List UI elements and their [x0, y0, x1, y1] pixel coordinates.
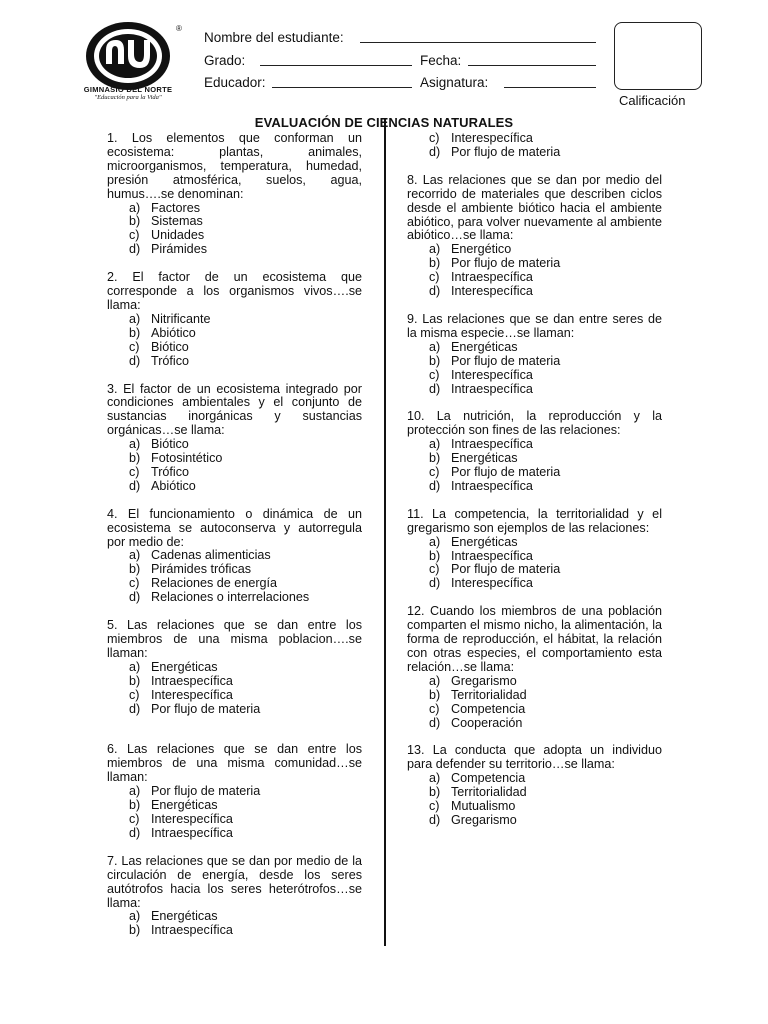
question-stem: 11. La competencia, la territorialidad y el gregarismo son ejemplos de las relaciones: [407, 506, 662, 535]
answer-option[interactable] [407, 563, 662, 577]
option-text: Pirámides [151, 242, 207, 257]
option-text: Abiótico [151, 478, 196, 493]
question-right_column-5 [407, 605, 662, 730]
option-letter: c) [129, 811, 140, 826]
option-text: Energéticas [151, 909, 218, 924]
option-letter: b) [129, 673, 141, 688]
option-letter: a) [129, 784, 141, 799]
question-stem: 10. La nutrición, la reproducción y la protección son fines de las relaciones: [407, 409, 662, 438]
option-text: Interespecífica [451, 576, 533, 591]
option-letter: b) [429, 785, 441, 800]
option-letter: a) [129, 437, 141, 452]
question-stem: 5. Las relaciones que se dan entre los miembros de una misma poblacion….se llaman: [107, 618, 362, 660]
answer-option[interactable] [407, 772, 662, 786]
header [0, 0, 768, 118]
question-left_column-4 [107, 619, 362, 716]
answer-option[interactable] [107, 675, 362, 689]
option-letter: c) [129, 228, 140, 243]
option-text: Nitrificante [151, 311, 211, 326]
answer-option[interactable] [107, 563, 362, 577]
question-stem: 7. Las relaciones que se dan por medio de la circulación de energía, desde los seres autótrofos hacia los seres heterótrofos…se llama: [107, 853, 362, 910]
column-divider [384, 118, 386, 946]
page-title: EVALUACIÓN DE CIENCIAS NATURALES [254, 115, 514, 130]
answer-option[interactable] [107, 549, 362, 563]
school-slogan: "Educación para la Vida" [94, 94, 162, 101]
option-text: Abiótico [151, 325, 196, 340]
option-letter: b) [129, 562, 141, 577]
option-letter: a) [129, 311, 141, 326]
spacer [407, 160, 662, 174]
answer-option[interactable] [107, 215, 362, 229]
option-text: Sistemas [151, 214, 203, 229]
spacer [407, 396, 662, 410]
answer-option[interactable] [107, 827, 362, 841]
answer-option[interactable] [107, 689, 362, 703]
question-left_column-6 [107, 855, 362, 938]
question-right_column-2 [407, 313, 662, 396]
spacer [107, 494, 362, 508]
option-text: Intraespecífica [451, 437, 533, 452]
option-letter: d) [129, 825, 141, 840]
option-text: Por flujo de materia [151, 784, 261, 799]
option-letter: a) [429, 771, 441, 786]
grade-field[interactable] [260, 65, 412, 66]
option-letter: b) [129, 923, 141, 938]
option-text: Biótico [151, 437, 189, 452]
answer-option[interactable] [107, 577, 362, 591]
option-text: Competencia [451, 771, 526, 786]
answer-option[interactable] [107, 243, 362, 257]
answer-option[interactable] [407, 383, 662, 397]
question-stem: 1. Los elementos que conforman un ecosistema: plantas, animales, microorganismos, temperatura, humedad, presión atmosférica, suelos, agua, humus….se denominan: [107, 131, 362, 201]
option-text: Intraespecífica [451, 270, 533, 285]
answer-option[interactable] [407, 369, 662, 383]
option-text: Por flujo de materia [151, 701, 261, 716]
option-letter: b) [429, 353, 441, 368]
answer-option[interactable] [407, 675, 662, 689]
option-letter: d) [429, 144, 441, 159]
answer-option[interactable] [107, 703, 362, 717]
answer-option[interactable] [407, 550, 662, 564]
spacer [407, 299, 662, 313]
answer-option[interactable] [407, 480, 662, 494]
option-letter: c) [129, 576, 140, 591]
question-right_column-4 [407, 508, 662, 591]
option-text: Por flujo de materia [451, 562, 561, 577]
spacer [107, 369, 362, 383]
answer-option[interactable] [107, 480, 362, 494]
option-text: Intraespecífica [451, 381, 533, 396]
option-letter: b) [129, 325, 141, 340]
answer-option[interactable] [107, 799, 362, 813]
answer-option[interactable] [407, 814, 662, 828]
option-text: Competencia [451, 701, 526, 716]
option-text: Por flujo de materia [451, 144, 561, 159]
option-text: Mutualismo [451, 799, 516, 814]
option-letter: b) [129, 451, 141, 466]
option-text: Interespecífica [451, 131, 533, 145]
question-stem: 9. Las relaciones que se dan entre seres de la misma especie…se llaman: [407, 311, 662, 340]
option-letter: b) [429, 687, 441, 702]
option-letter: c) [429, 367, 440, 382]
option-letter: c) [429, 562, 440, 577]
answer-option[interactable] [407, 132, 662, 146]
answer-option[interactable] [407, 257, 662, 271]
option-text: Energéticas [451, 339, 518, 354]
option-text: Interespecífica [451, 367, 533, 382]
question-stem: 8. Las relaciones que se dan por medio del recorrido de materiales que describen ciclos desde el ambiente biótico hacia el ambiente abiótico, para volver nuevamente al ambiente abiótico…se llama: [407, 172, 662, 243]
answer-option[interactable] [107, 355, 362, 369]
question-stem: 3. El factor de un ecosistema integrado por condiciones ambientales y el conjunto de sustancias inorgánicas y sustancias orgánicas…se llama: [107, 381, 362, 438]
question-right_column-6 [407, 744, 662, 827]
question-left_column-1 [107, 271, 362, 368]
question-stem: 12. Cuando los miembros de una población comparten el mismo nicho, la alimentación, la forma de reproducción, el hábitat, la relación con otras especies, el comportamiento esta relación…se llama: [407, 604, 662, 674]
subject-field[interactable] [504, 87, 596, 88]
spacer [107, 257, 362, 271]
option-text: Intraespecífica [151, 923, 233, 938]
option-letter: a) [129, 200, 141, 215]
option-text: Fotosintético [151, 451, 223, 466]
answer-option[interactable] [107, 202, 362, 216]
option-letter: c) [129, 687, 140, 702]
option-letter: c) [429, 701, 440, 716]
option-text: Relaciones de energía [151, 576, 278, 591]
answer-option[interactable] [407, 285, 662, 299]
answer-option[interactable] [107, 466, 362, 480]
option-letter: d) [429, 715, 441, 730]
option-letter: d) [429, 478, 441, 493]
student-name-field[interactable] [360, 42, 596, 43]
option-text: Energéticas [451, 451, 518, 466]
spacer [407, 730, 662, 744]
option-letter: d) [129, 353, 141, 368]
score-box[interactable] [614, 22, 702, 90]
option-letter: a) [129, 548, 141, 563]
question-left_column-3 [107, 508, 362, 605]
option-letter: b) [429, 451, 441, 466]
option-letter: d) [429, 576, 441, 591]
option-letter: a) [429, 534, 441, 549]
option-letter: c) [429, 465, 440, 480]
question-right_column-1 [407, 174, 662, 299]
option-letter: c) [429, 799, 440, 814]
question-left_column-0 [107, 132, 362, 257]
right-column [407, 132, 662, 828]
option-text: Por flujo de materia [451, 465, 561, 480]
question-stem: 6. Las relaciones que se dan entre los miembros de una misma comunidad…se llaman: [107, 742, 362, 785]
left-column [107, 132, 362, 938]
answer-option[interactable] [107, 591, 362, 605]
option-letter: c) [129, 464, 140, 479]
option-text: Energéticas [451, 534, 518, 549]
option-letter: a) [129, 659, 141, 674]
question-right_column-3 [407, 410, 662, 493]
answer-option[interactable] [107, 785, 362, 799]
option-text: Cooperación [451, 715, 523, 730]
option-letter: b) [129, 798, 141, 813]
option-letter: c) [129, 339, 140, 354]
option-letter: a) [429, 673, 441, 688]
option-letter: c) [429, 270, 440, 285]
answer-option[interactable] [407, 341, 662, 355]
answer-option[interactable] [107, 327, 362, 341]
answer-option[interactable] [107, 924, 362, 938]
option-letter: d) [429, 284, 441, 299]
option-text: Factores [151, 200, 200, 215]
answer-option[interactable] [407, 146, 662, 160]
spacer [407, 494, 662, 508]
option-letter: d) [429, 812, 441, 827]
answer-option[interactable] [407, 271, 662, 285]
educator-field[interactable] [272, 87, 412, 88]
option-letter: a) [429, 242, 441, 257]
option-text: Intraespecífica [151, 673, 233, 688]
option-text: Por flujo de materia [451, 353, 561, 368]
question-right_column-0 [407, 132, 662, 160]
option-letter: d) [129, 478, 141, 493]
subject-label: Asignatura: [420, 75, 489, 90]
option-text: Trófico [151, 353, 190, 368]
option-letter: a) [129, 909, 141, 924]
option-letter: c) [429, 131, 440, 145]
answer-option[interactable] [407, 577, 662, 591]
option-letter: b) [129, 214, 141, 229]
score-label: Calificación [619, 93, 686, 108]
option-letter: d) [129, 701, 141, 716]
option-text: Gregarismo [451, 812, 517, 827]
option-text: Intraespecífica [451, 548, 533, 563]
option-letter: a) [429, 437, 441, 452]
option-text: Trófico [151, 464, 190, 479]
spacer [407, 591, 662, 605]
option-letter: d) [129, 590, 141, 605]
answer-option[interactable] [107, 341, 362, 355]
answer-option[interactable] [407, 717, 662, 731]
spacer [107, 716, 362, 743]
option-text: Interespecífica [151, 811, 233, 826]
question-left_column-5 [107, 743, 362, 840]
school-logo-icon [70, 20, 190, 92]
question-stem: 13. La conducta que adopta un individuo para defender su territorio…se llama: [407, 743, 662, 772]
option-letter: a) [429, 339, 441, 354]
date-field[interactable] [468, 65, 596, 66]
option-text: Territorialidad [451, 785, 527, 800]
option-text: Interespecífica [451, 284, 533, 299]
date-label: Fecha: [420, 53, 462, 68]
grade-label: Grado: [204, 53, 246, 68]
option-text: Energético [451, 242, 512, 257]
answer-option[interactable] [407, 452, 662, 466]
option-text: Gregarismo [451, 673, 517, 688]
spacer [107, 841, 362, 855]
option-text: Por flujo de materia [451, 256, 561, 271]
option-text: Intraespecífica [151, 825, 233, 840]
option-text: Territorialidad [451, 687, 527, 702]
answer-option[interactable] [407, 536, 662, 550]
option-text: Unidades [151, 228, 205, 243]
answer-option[interactable] [407, 466, 662, 480]
question-stem: 4. El funcionamiento o dinámica de un ecosistema se autoconserva y autorregula por medio de: [107, 506, 362, 549]
answer-option[interactable] [407, 438, 662, 452]
answer-option[interactable] [107, 438, 362, 452]
option-text: Energéticas [151, 798, 218, 813]
educator-label: Educador: [204, 75, 266, 90]
option-text: Biótico [151, 339, 189, 354]
spacer [107, 605, 362, 619]
option-text: Intraespecífica [451, 478, 533, 493]
option-letter: d) [429, 381, 441, 396]
answer-option[interactable] [407, 689, 662, 703]
option-letter: d) [129, 242, 141, 257]
option-text: Pirámides tróficas [151, 562, 252, 577]
school-name: GIMNASIO DEL NORTE [83, 85, 173, 94]
answer-option[interactable] [107, 313, 362, 327]
option-text: Energéticas [151, 659, 218, 674]
question-stem: 2. El factor de un ecosistema que corresponde a los organismos vivos….se llama: [107, 270, 362, 312]
option-text: Relaciones o interrelaciones [151, 590, 310, 605]
answer-option[interactable] [407, 355, 662, 369]
answer-option[interactable] [407, 243, 662, 257]
answer-option[interactable] [407, 786, 662, 800]
option-letter: b) [429, 548, 441, 563]
question-left_column-2 [107, 383, 362, 494]
answer-option[interactable] [407, 703, 662, 717]
answer-option[interactable] [107, 229, 362, 243]
student-name-label: Nombre del estudiante: [204, 30, 344, 45]
registered-mark: ® [176, 24, 182, 33]
answer-option[interactable] [107, 452, 362, 466]
answer-option[interactable] [107, 661, 362, 675]
answer-option[interactable] [107, 813, 362, 827]
option-text: Interespecífica [151, 687, 233, 702]
option-text: Cadenas alimenticias [151, 548, 271, 563]
option-letter: b) [429, 256, 441, 271]
answer-option[interactable] [107, 910, 362, 924]
answer-option[interactable] [407, 800, 662, 814]
